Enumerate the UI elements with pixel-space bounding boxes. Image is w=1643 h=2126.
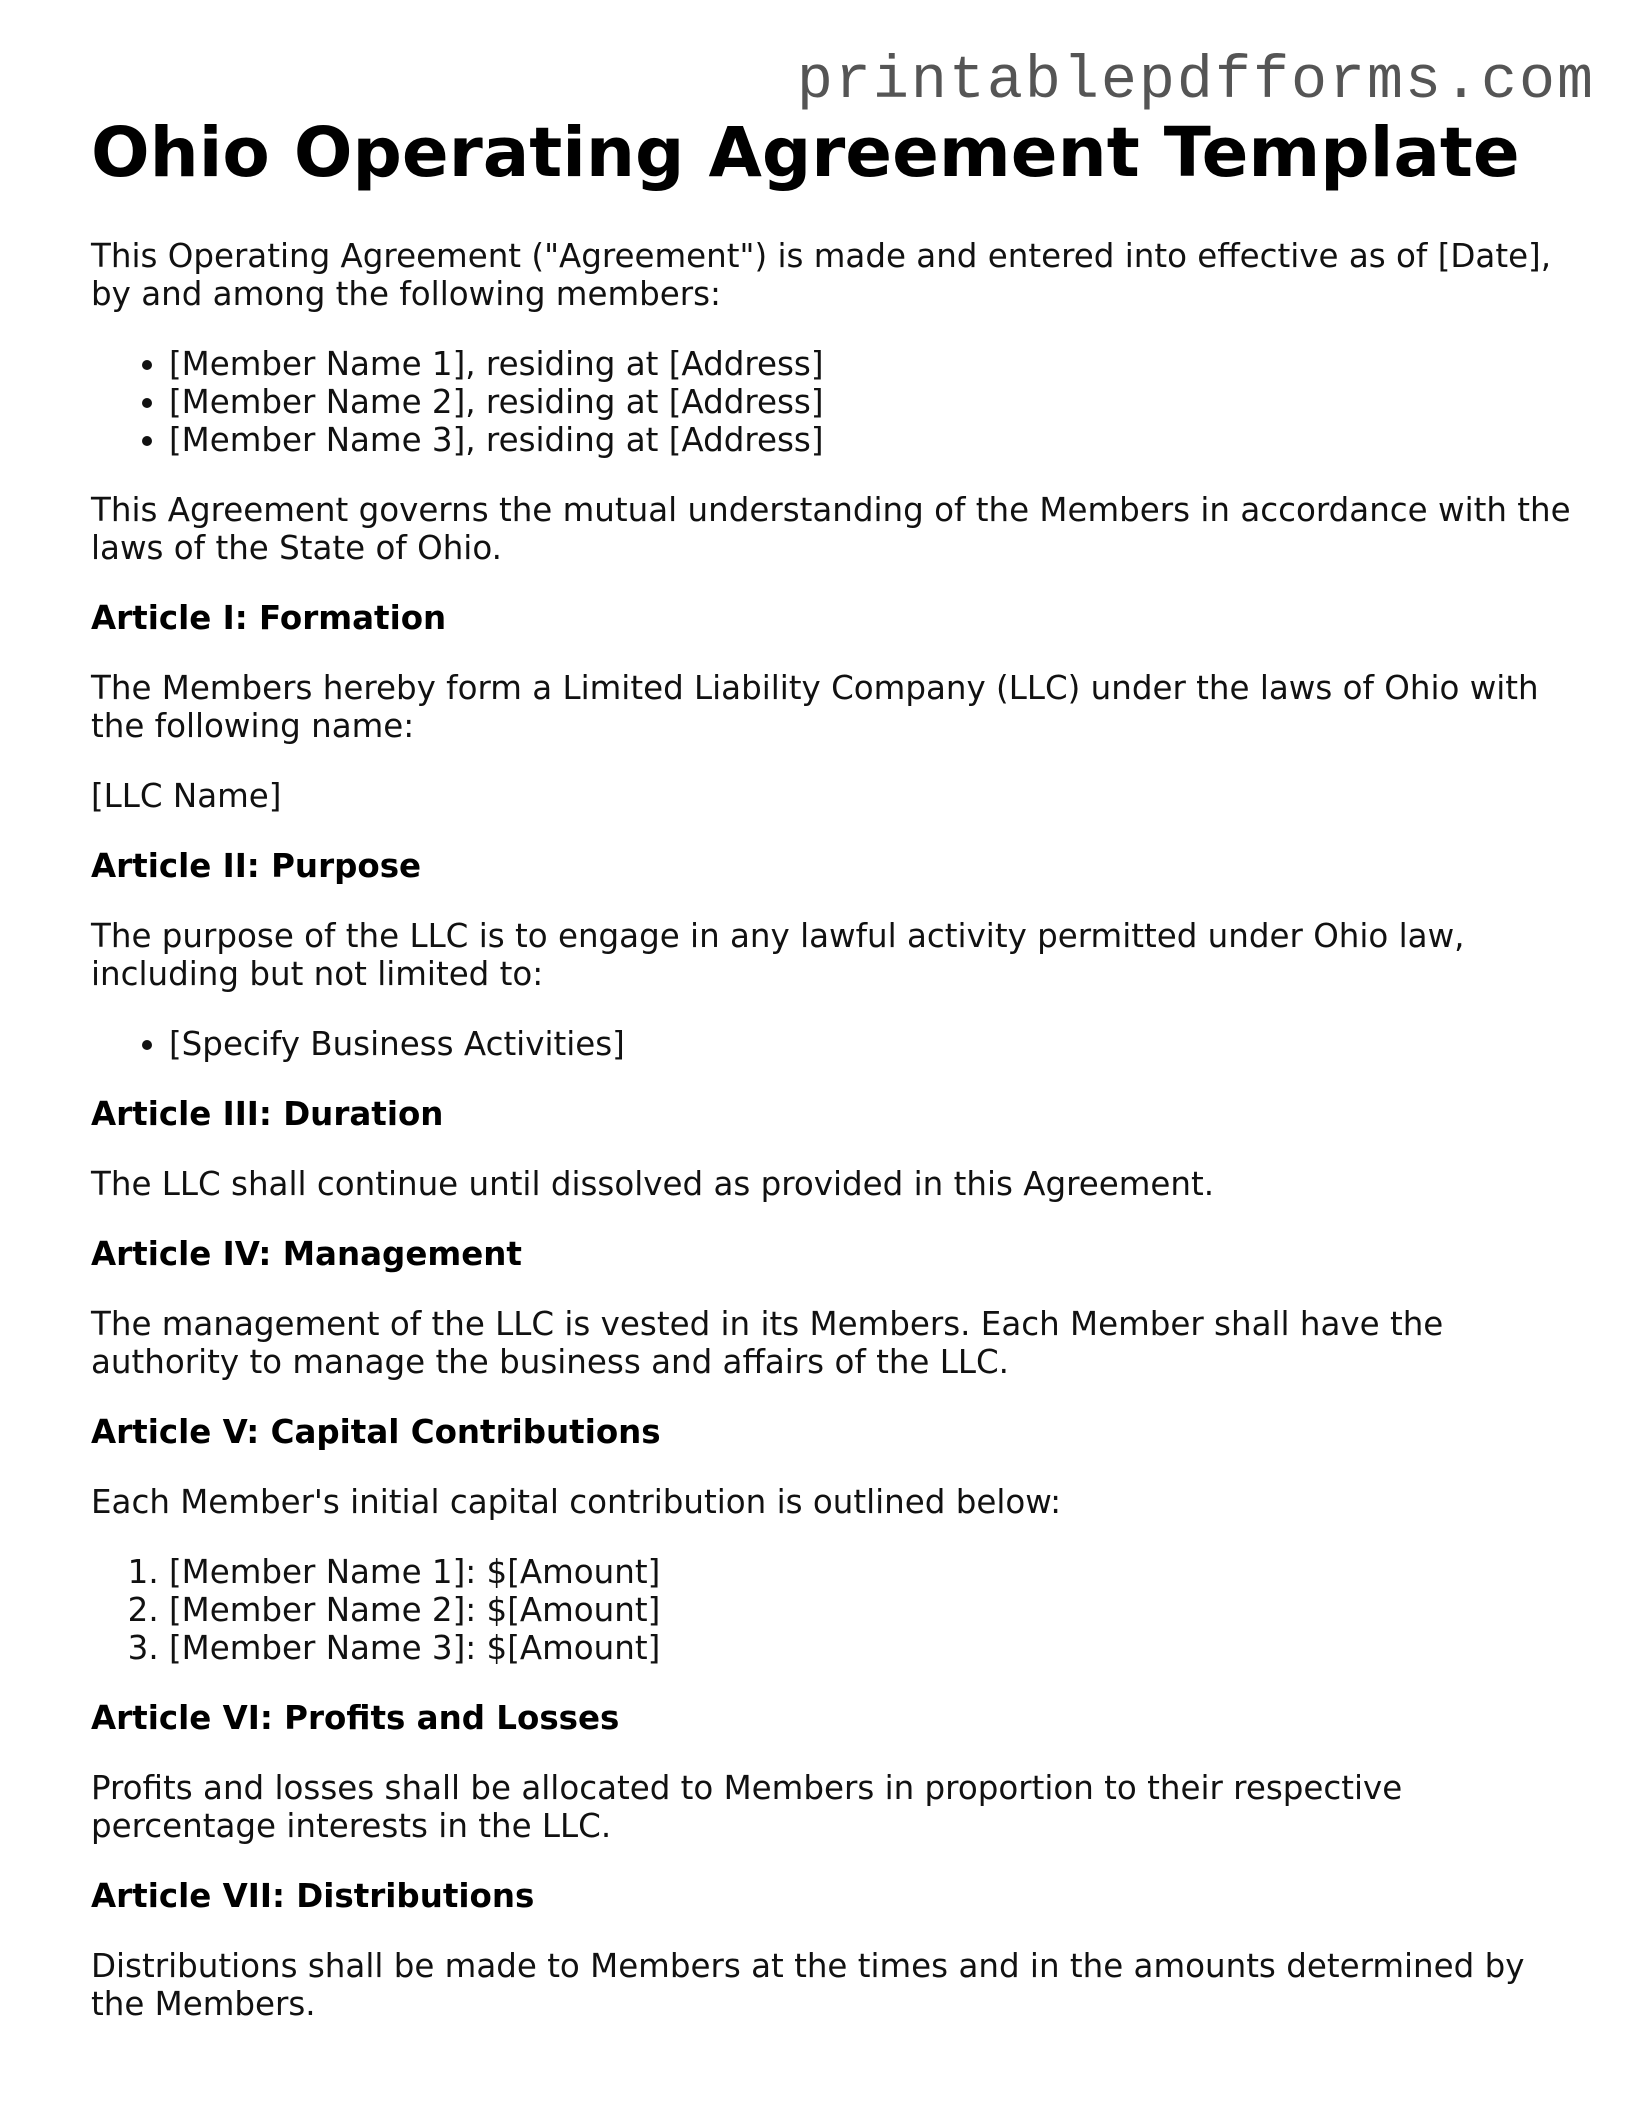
list-item: 3. [Member Name 3]: $[Amount] (169, 1629, 1571, 1667)
members-list (91, 345, 1571, 459)
list-item: 2. [Member Name 2]: $[Amount] (169, 1591, 1571, 1629)
article-6-body: Profits and losses shall be allocated to Members in proportion to their respective percentage interests in the LLC. (91, 1768, 1403, 1845)
llc-name-placeholder: [LLC Name] (91, 776, 282, 815)
document-page (91, 112, 1571, 2055)
article-7-body: Distributions shall be made to Members at the times and in the amounts determined by the Members. (91, 1946, 1525, 2023)
article-1-heading: Article I: Formation (91, 598, 447, 637)
watermark: printablepdfforms.com (796, 48, 1595, 116)
article-4-heading: Article IV: Management (91, 1234, 522, 1273)
governs-paragraph: This Agreement governs the mutual understanding of the Members in accordance with the laws of the State of Ohio. (91, 490, 1571, 567)
list-item: 1. [Member Name 1]: $[Amount] (169, 1553, 1571, 1591)
article-2-heading: Article II: Purpose (91, 846, 422, 885)
article-1-body: The Members hereby form a Limited Liability Company (LLC) under the laws of Ohio with the following name: (91, 668, 1539, 745)
article-6-heading: Article VI: Profits and Losses (91, 1698, 620, 1737)
list-item: • [Member Name 2], residing at [Address] (169, 383, 1571, 421)
article-3-body: The LLC shall continue until dissolved as provided in this Agreement. (91, 1164, 1215, 1203)
page-title: Ohio Operating Agreement Template (91, 113, 1520, 193)
contributions-list (91, 1553, 1571, 1667)
list-item: • [Member Name 1], residing at [Address] (169, 345, 1571, 383)
article-4-body: The management of the LLC is vested in its Members. Each Member shall have the authority to manage the business and affairs of the LLC. (91, 1304, 1444, 1381)
intro-paragraph: This Operating Agreement ("Agreement") is made and entered into effective as of [Date], by and among the following members: (91, 236, 1552, 313)
list-item: • [Member Name 3], residing at [Address] (169, 421, 1571, 459)
article-7-heading: Article VII: Distributions (91, 1876, 535, 1915)
article-2-body: The purpose of the LLC is to engage in any lawful activity permitted under Ohio law, including but not limited to: (91, 916, 1465, 993)
activities-list (91, 1025, 1571, 1063)
article-5-body: Each Member's initial capital contribution is outlined below: (91, 1482, 1062, 1521)
article-3-heading: Article III: Duration (91, 1094, 444, 1133)
list-item: • [Specify Business Activities] (169, 1025, 1571, 1063)
article-5-heading: Article V: Capital Contributions (91, 1412, 661, 1451)
